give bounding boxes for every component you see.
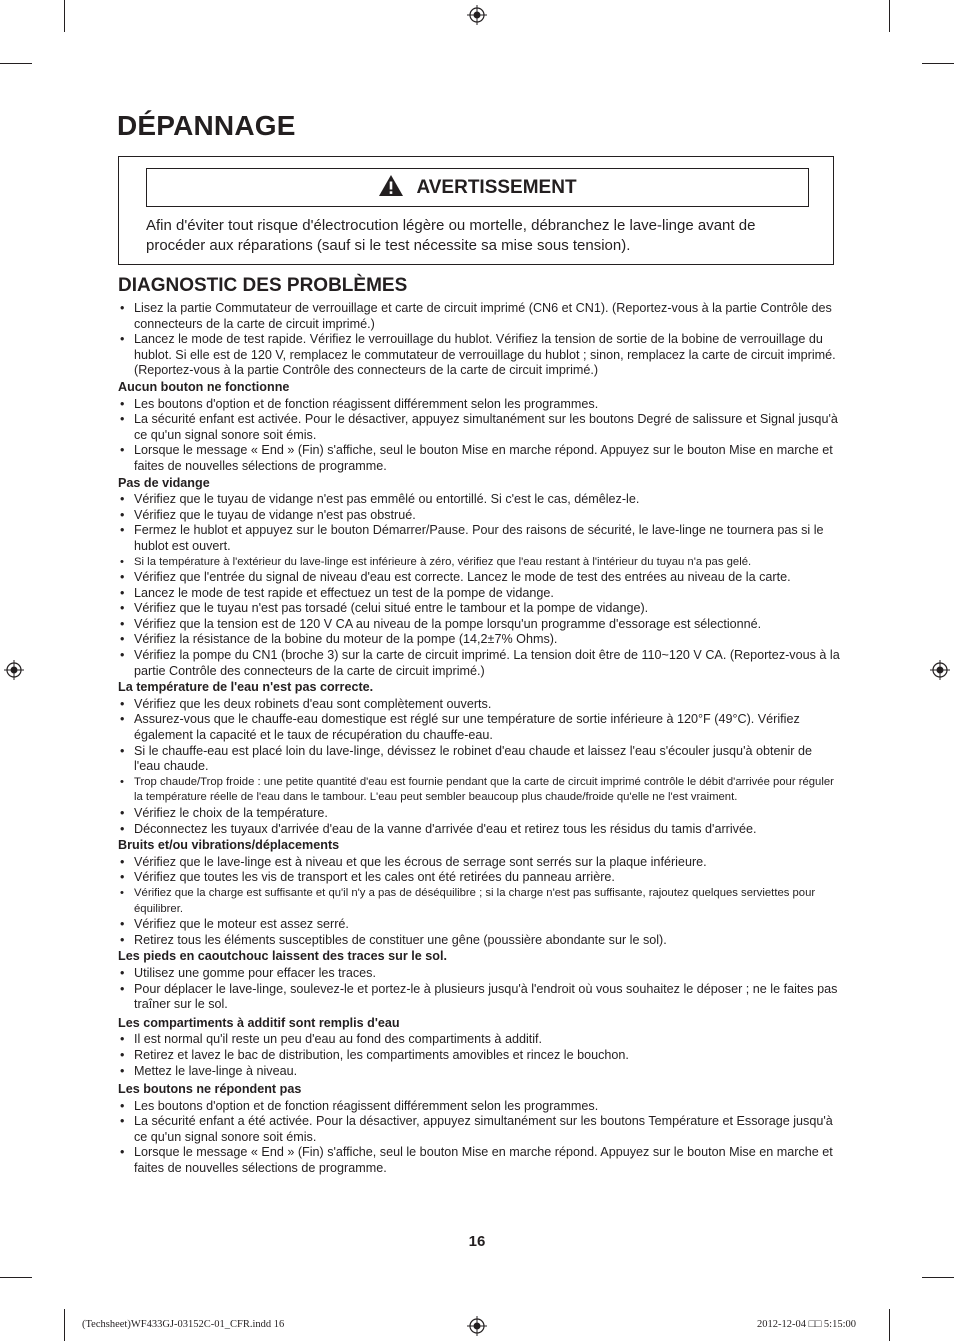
- crop-mark: [64, 0, 65, 32]
- subheading-no-button: Aucun bouton ne fonctionne: [118, 379, 290, 394]
- list-item: • Fermez le hublot et appuyez sur le bouton Démarrer/Pause. Pour des raisons de sécurité, le lave-linge ne tournera pas si le hublot est ouvert.: [118, 523, 840, 554]
- list-item: • Si la température à l'extérieur du lave-linge est inférieure à zéro, vérifiez que l'eau restant à l'intérieur du tuyau n'a pas gelé.: [118, 555, 840, 571]
- page-title: DÉPANNAGE: [117, 110, 296, 141]
- subheading-rubber-feet: Les pieds en caoutchouc laissent des traces sur le sol.: [118, 949, 447, 964]
- list-item: • Vérifiez que le moteur est assez serré.: [118, 917, 840, 933]
- list-item: • Lorsque le message « End » (Fin) s'affiche, seul le bouton Mise en marche répond. Appuyez sur le bouton Mise en marche et faites de nouvelles sélections de programme.: [118, 443, 840, 474]
- group-list: [118, 966, 840, 1013]
- list-item: • Vérifiez que les deux robinets d'eau sont complètement ouverts.: [118, 697, 840, 713]
- warning-box: [118, 156, 834, 265]
- group-list: [118, 855, 840, 949]
- crop-mark: [64, 1309, 65, 1341]
- list-item: • Vérifiez que le tuyau de vidange n'est pas emmêlé ou entortillé. Si c'est le cas, démêlez-le.: [118, 492, 840, 508]
- list-item: • Déconnectez les tuyaux d'arrivée d'eau de la vanne d'arrivée d'eau et retirez tous les résidus du tamis d'arrivée.: [118, 822, 840, 838]
- list-item: • Si le chauffe-eau est placé loin du lave-linge, dévissez le robinet d'eau chaude et laissez l'eau s'écouler jusqu'à obtenir de l'eau chaude.: [118, 744, 840, 775]
- registration-mark-icon: [4, 660, 24, 680]
- registration-mark-icon: [930, 660, 950, 680]
- warning-header: [146, 168, 809, 207]
- subheading-buttons-not-responding: Les boutons ne répondent pas: [118, 1082, 302, 1097]
- list-item: • Vérifiez que la charge est suffisante et qu'il n'y a pas de déséquilibre ; si la charge n'est pas suffisante, rajoutez quelques serviettes pour équilibrer.: [118, 886, 840, 917]
- list-item: • Vérifiez que l'entrée du signal de niveau d'eau est correcte. Lancez le mode de test des entrées au niveau de la carte.: [118, 570, 840, 586]
- list-item: • Vérifiez le choix de la température.: [118, 806, 840, 822]
- list-item: • Vérifiez que le tuyau n'est pas torsadé (celui situé entre le tambour et la pompe de vidange).: [118, 601, 840, 617]
- list-item: • Utilisez une gomme pour effacer les traces.: [118, 966, 840, 982]
- crop-mark: [889, 0, 890, 32]
- warning-heading: AVERTISSEMENT: [416, 176, 577, 198]
- group-list: [118, 492, 840, 679]
- section-title: DIAGNOSTIC DES PROBLÈMES: [118, 275, 408, 296]
- list-item: • La sécurité enfant est activée. Pour le désactiver, appuyez simultanément sur les boutons Degré de salissure et Signal jusqu'à ce qu'un signal sonore soit émis.: [118, 412, 840, 443]
- registration-mark-icon: [467, 1316, 487, 1336]
- list-item: • Vérifiez que le tuyau de vidange n'est pas obstrué.: [118, 508, 840, 524]
- crop-mark: [922, 1277, 954, 1278]
- list-item: • Assurez-vous que le chauffe-eau domestique est réglé sur une température de sortie inférieure à 120°F (49°C). Vérifiez également la capacité et le taux de récupération du chauffe-eau.: [118, 712, 840, 743]
- crop-mark: [922, 63, 954, 64]
- group-list: [118, 697, 840, 837]
- list-item: • Trop chaude/Trop froide : une petite quantité d'eau est fournie pendant que la carte de circuit imprimé contrôle le débit d'arrivée pour réguler la température réelle de l'eau dans le tambour. L'eau peut sembler beaucoup plus chaude/froide qu'elle ne l'est vraiment.: [118, 775, 840, 806]
- list-item: • Lisez la partie Commutateur de verrouillage et carte de circuit imprimé (CN6 et CN1). (Reportez-vous à la partie Contrôle des connecteurs de la carte de circuit imprimé.): [118, 301, 840, 332]
- registration-mark-icon: [467, 5, 487, 25]
- list-item: • Vérifiez la résistance de la bobine du moteur de la pompe (14,2±7% Ohms).: [118, 632, 840, 648]
- crop-mark: [889, 1309, 890, 1341]
- footer-timestamp: 2012-12-04 □□ 5:15:00: [757, 1319, 857, 1330]
- group-list: [118, 1032, 840, 1079]
- group-list: [118, 1099, 840, 1177]
- subheading-water-temperature: La température de l'eau n'est pas correcte.: [118, 680, 374, 695]
- list-item: • La sécurité enfant a été activée. Pour la désactiver, appuyez simultanément sur les boutons Température et Essorage jusqu'à ce qu'un signal sonore soit émis.: [118, 1114, 840, 1145]
- list-item: • Mettez le lave-linge à niveau.: [118, 1064, 840, 1080]
- warning-text: Afin d'éviter tout risque d'électrocution légère ou mortelle, débranchez le lave-linge avant de procéder aux réparations (sauf si le test nécessite sa mise sous tension).: [146, 217, 756, 254]
- list-item: • Vérifiez que toutes les vis de transport et les cales ont été retirées du panneau arrière.: [118, 870, 840, 886]
- warning-triangle-icon: [378, 174, 404, 202]
- group-list: [118, 397, 840, 475]
- list-item: • Vérifiez que la tension est de 120 V CA au niveau de la pompe lorsqu'un programme d'essorage est sélectionné.: [118, 617, 840, 633]
- subheading-noise-vibration: Bruits et/ou vibrations/déplacements: [118, 838, 340, 853]
- troubleshooting-content: [118, 301, 840, 1177]
- intro-list: [118, 301, 840, 379]
- list-item: • Lorsque le message « End » (Fin) s'affiche, seul le bouton Mise en marche répond. Appuyez sur le bouton Mise en marche et faites de nouvelles sélections de programme.: [118, 1145, 840, 1176]
- subheading-dispenser-water: Les compartiments à additif sont remplis d'eau: [118, 1015, 400, 1030]
- page-number: 16: [468, 1233, 486, 1250]
- list-item: • Pour déplacer le lave-linge, soulevez-le et portez-le à plusieurs jusqu'à l'endroit où vous souhaitez le déposer ; ne le faites pas traîner sur le sol.: [118, 982, 840, 1013]
- list-item: • Vérifiez la pompe du CN1 (broche 3) sur la carte de circuit imprimé. La tension doit être de 110~120 V CA. (Reportez-vous à la partie Contrôle des connecteurs de la carte de circuit imprimé.): [118, 648, 840, 679]
- list-item: • Les boutons d'option et de fonction réagissent différemment selon les programmes.: [118, 1099, 840, 1115]
- footer-file-name: (Techsheet)WF433GJ-03152C-01_CFR.indd 16: [82, 1319, 285, 1330]
- list-item: • Les boutons d'option et de fonction réagissent différemment selon les programmes.: [118, 397, 840, 413]
- subheading-no-drain: Pas de vidange: [118, 475, 210, 490]
- list-item: • Lancez le mode de test rapide et effectuez un test de la pompe de vidange.: [118, 586, 840, 602]
- list-item: • Lancez le mode de test rapide. Vérifiez le verrouillage du hublot. Vérifiez la tension de sortie de la bobine de verrouillage du hublot. Si elle est de 120 V, remplacez le commutateur de verrouillage du hublot ; sinon, remplacez la carte de circuit imprimé. (Reportez-vous à la partie Contrôle des connecteurs de la carte de circuit imprimé.): [118, 332, 840, 379]
- list-item: • Retirez tous les éléments susceptibles de constituer une gêne (poussière abondante sur le sol).: [118, 933, 840, 949]
- crop-mark: [0, 1277, 32, 1278]
- crop-mark: [0, 63, 32, 64]
- list-item: • Il est normal qu'il reste un peu d'eau au fond des compartiments à additif.: [118, 1032, 840, 1048]
- list-item: • Retirez et lavez le bac de distribution, les compartiments amovibles et rincez le bouchon.: [118, 1048, 840, 1064]
- list-item: • Vérifiez que le lave-linge est à niveau et que les écrous de serrage sont serrés sur la plaque inférieure.: [118, 855, 840, 871]
